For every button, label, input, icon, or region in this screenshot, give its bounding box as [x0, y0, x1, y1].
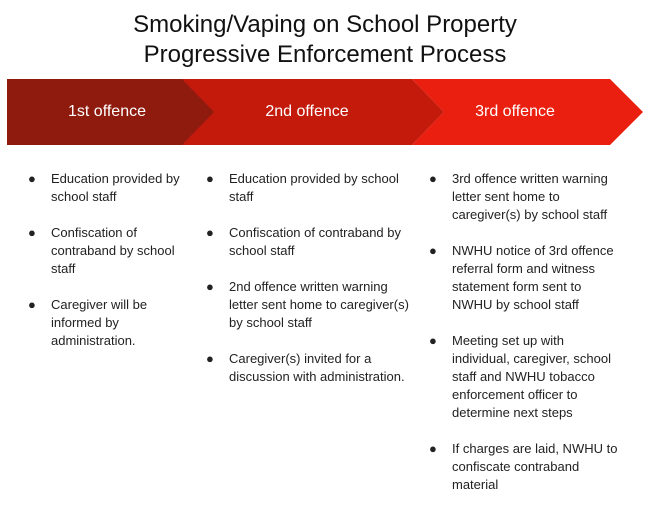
stage-1-actions [27, 170, 187, 368]
action-item: ● Meeting set up with individual, caregiver, school staff and NWHU tobacco enforcement officer to determine next steps [429, 333, 611, 420]
stage-2-label: 2nd offence [265, 103, 349, 120]
stage-3-label: 3rd offence [475, 103, 555, 120]
action-item: ● Education provided by school staff [28, 171, 180, 204]
action-item: ● Confiscation of contraband by school staff [28, 225, 175, 276]
stage-1-label: 1st offence [68, 103, 146, 120]
page-title: Smoking/Vaping on School Property [133, 11, 517, 38]
action-item: ● 2nd offence written warning letter sent home to caregiver(s) by school staff [206, 279, 409, 330]
action-item: ● Caregiver(s) invited for a discussion with administration. [206, 351, 405, 384]
action-item: ● Confiscation of contraband by school staff [206, 225, 401, 258]
page-subtitle: Progressive Enforcement Process [143, 41, 507, 68]
stage-2-actions [205, 170, 410, 404]
action-item: ● Education provided by school staff [206, 171, 399, 204]
action-item: ● NWHU notice of 3rd offence referral form and witness statement form sent to NWHU by school staff [429, 243, 614, 312]
action-item: ● 3rd offence written warning letter sent home to caregiver(s) by school staff [429, 171, 608, 222]
action-item: ● Caregiver will be informed by administration. [28, 297, 148, 348]
stage-3-actions [428, 170, 618, 512]
action-item: ● If charges are laid, NWHU to confiscate contraband material [429, 441, 618, 492]
